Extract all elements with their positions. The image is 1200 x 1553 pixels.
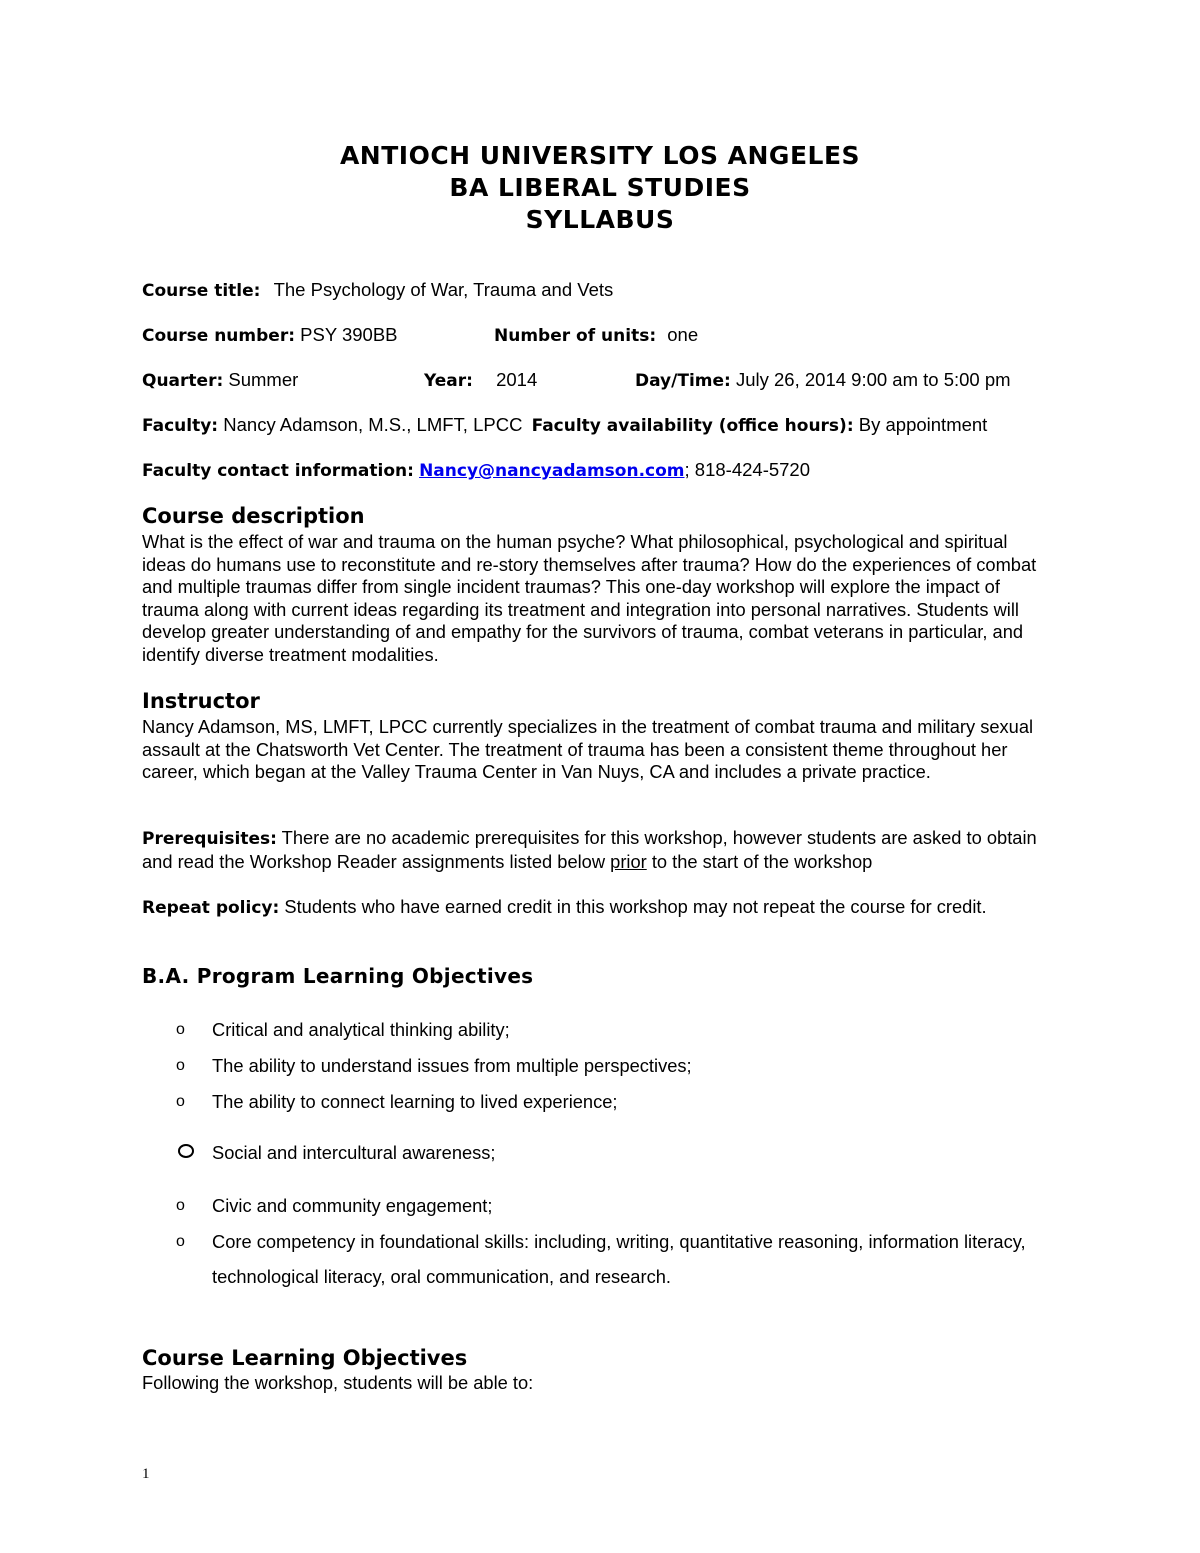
daytime-row [635, 369, 1011, 391]
program-title: BA LIBERAL STUDIES [449, 173, 751, 202]
availability-value: By appointment [858, 414, 988, 435]
year-value: 2014 [496, 369, 538, 390]
program-objectives-heading: B.A. Program Learning Objectives [142, 964, 534, 988]
year-row [424, 369, 537, 391]
prerequisites-text-end: to the start of the workshop [651, 850, 873, 872]
prerequisites-text: There are no academic prerequisites for this workshop, however students are asked to obtain and read the Workshop Reader assignments listed below [142, 827, 1037, 872]
course-description-text: What is the effect of war and trauma on the human psyche? What philosophical, psychological and spiritual ideas do humans use to reconstitute and re-story themselves after trauma? How do the experiences of combat and multiple traumas differ from single incident traumas? This one-day workshop will explore the impact of trauma along with current ideas regarding its treatment and integration into personal narratives. Students will develop greater understanding of and empathy for the survivors of trauma, combat veterans in particular, and identify diverse treatment modalities. [142, 531, 1037, 665]
year-label: Year: [424, 371, 473, 391]
faculty-value: Nancy Adamson, M.S., LMFT, LPCC [223, 414, 523, 435]
quarter-value: Summer [228, 369, 299, 390]
circle-bullet-icon [178, 1144, 194, 1158]
course-number-label: Course number: [142, 326, 296, 346]
bullet-marker: o [176, 1021, 185, 1038]
program-objective-item: The ability to connect learning to lived experience; [212, 1091, 618, 1112]
bullet-marker: o [176, 1093, 185, 1110]
course-objectives-intro: Following the workshop, students will be able to: [142, 1372, 534, 1393]
program-objective-item: Civic and community engagement; [212, 1195, 493, 1216]
faculty-label: Faculty: [142, 416, 219, 436]
units-row [494, 324, 698, 346]
page-number: 1 [142, 1466, 150, 1482]
program-objective-item: Core competency in foundational skills: including, writing, quantitative reasoning, information literacy, technological literacy, oral communication, and research. [212, 1231, 1026, 1287]
availability-label: Faculty availability (office hours): [531, 416, 854, 436]
phone-number: 818-424-5720 [694, 459, 811, 480]
email-link[interactable]: Nancy@nancyadamson.com [419, 461, 685, 481]
course-objectives-heading: Course Learning Objectives [142, 1346, 468, 1370]
bullet-marker: o [176, 1233, 185, 1250]
contact-label: Faculty contact information: [142, 461, 414, 481]
units-value: one [667, 324, 699, 345]
program-objective-item: Social and intercultural awareness; [212, 1142, 496, 1163]
course-number-value: PSY 390BB [300, 324, 398, 345]
course-title-label: Course title: [142, 281, 261, 301]
daytime-label: Day/Time: [635, 371, 731, 391]
course-title-row [142, 279, 613, 301]
repeat-policy-text: Students who have earned credit in this workshop may not repeat the course for credit. [284, 896, 987, 917]
bullet-marker: o [176, 1057, 185, 1074]
repeat-policy-paragraph [142, 896, 1052, 920]
prerequisites-paragraph [142, 827, 1052, 873]
daytime-value: July 26, 2014 9:00 am to 5:00 pm [735, 369, 1011, 390]
course-number-row [142, 324, 398, 346]
program-objective-item: Critical and analytical thinking ability; [212, 1019, 510, 1040]
prerequisites-label: Prerequisites: [142, 829, 277, 849]
repeat-policy-label: Repeat policy: [142, 898, 280, 918]
quarter-row [142, 369, 298, 391]
bullet-marker: o [176, 1197, 185, 1214]
contact-separator: ; [684, 459, 690, 480]
instructor-text: Nancy Adamson, MS, LMFT, LPCC currently specializes in the treatment of combat trauma and military sexual assault at the Chatsworth Vet Center. The treatment of trauma has been a consistent theme throughout her career, which began at the Valley Trauma Center in Van Nuys, CA and includes a private practice. [142, 716, 1034, 783]
prerequisites-emphasis: prior [610, 850, 647, 872]
faculty-row [142, 414, 987, 436]
course-title-value: The Psychology of War, Trauma and Vets [273, 279, 614, 300]
contact-row [142, 459, 810, 481]
university-title: ANTIOCH UNIVERSITY LOS ANGELES [339, 141, 861, 170]
course-description-heading: Course description [142, 504, 365, 528]
quarter-label: Quarter: [142, 371, 224, 391]
program-objective-item: The ability to understand issues from multiple perspectives; [212, 1055, 692, 1076]
units-label: Number of units: [494, 326, 657, 346]
instructor-heading: Instructor [142, 689, 260, 713]
document-title: SYLLABUS [525, 205, 675, 234]
